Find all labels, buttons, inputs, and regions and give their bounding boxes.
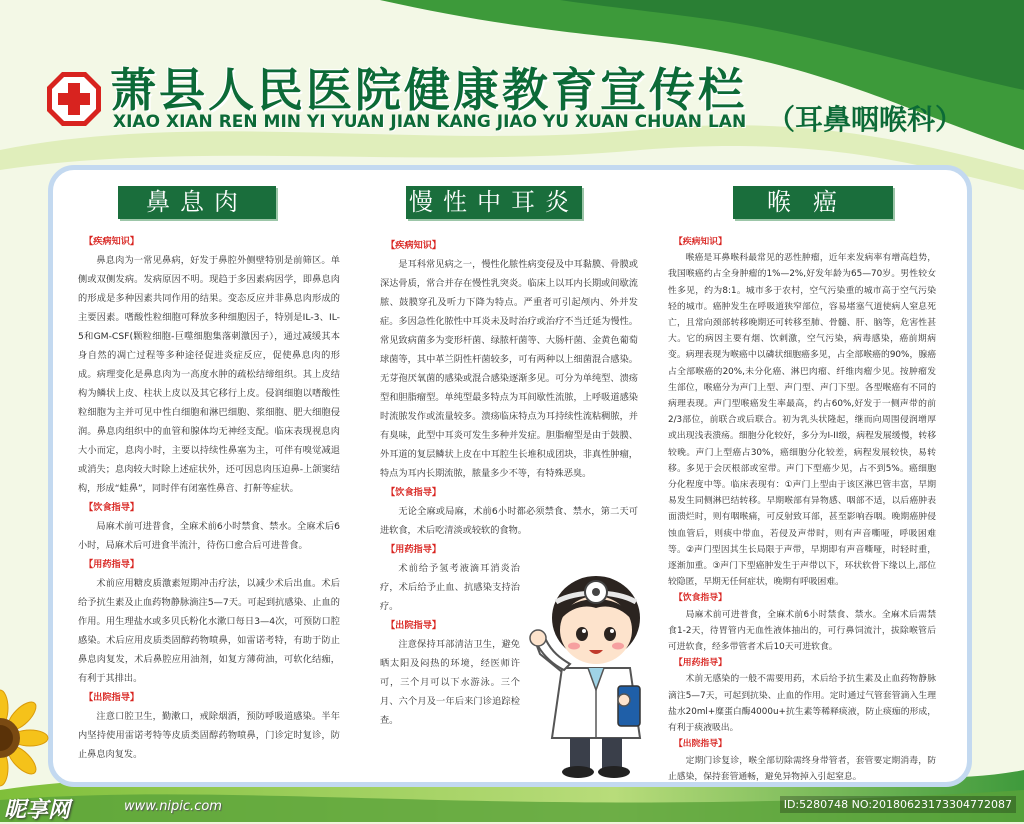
section-label: 【疾病知识】 (386, 240, 442, 251)
section-text: 注意保持耳部清洁卫生，避免晒太阳及闷热的环境，经医师许可，三个月可以下水游泳。三个月、六个月及一年后来门诊追踪检查。 (380, 639, 520, 726)
section-text: 局麻术前可进普食，全麻术前6小时禁食、禁水。全麻术后需禁食1-2天，待胃管内无血性液体抽出的，可行鼻饲流汁，拔除喉管后可进软食，经多带管者术后10天可进软食。 (668, 609, 936, 653)
section-label: 【出院指导】 (386, 620, 442, 631)
section-text: 术前应用糖皮质激素短期冲击疗法，以减少术后出血。术后给予抗生素及止血药物静脉滴注5—7天。可起到抗感染、止血的作用。用生理盐水或多贝氏粉化水漱口每日3—4次，可预防口腔感染。术后应用皮质类固醇药物喷鼻，如雷诺考特，有助于防止鼻息肉复发，术后鼻腔应用油剂，如复方薄荷油，可软化结痂，有利于其排出。 (78, 578, 340, 684)
department-label: （耳鼻咽喉科） (767, 103, 964, 136)
section-label: 【饮食指导】 (674, 593, 727, 604)
image-id-label: ID:5280748 NO:20180623173304772087 (780, 796, 1016, 813)
section-text: 注意口腔卫生，勤漱口，戒除烟酒，预防呼吸道感染。半年内坚持使用雷诺考特等皮质类固醇药物喷鼻，门诊定时复诊，防止鼻息肉复发。 (78, 711, 340, 760)
site-logo: 昵享网 (4, 798, 71, 823)
section-label: 【用药指导】 (386, 544, 442, 555)
site-url: www.nipic.com (124, 799, 222, 814)
section-text: 术前无感染的一般不需要用药，术后给予抗生素及止血药物静脉滴注5—7天，可起到抗染、止血的作用。定时通过气管套管滴入生理盐水20ml+糜蛋白酶4000u+抗生素等稀释痰液，防止痰痂的形成，有利于痰液吸出。 (668, 674, 936, 734)
section-label: 【饮食指导】 (386, 487, 442, 498)
section-label: 【饮食指导】 (84, 502, 140, 513)
section-text: 术前给予氢考液滴耳消炎治疗，术后给予止血、抗感染支持治疗。 (380, 563, 520, 612)
column-nasal-polyp (78, 232, 340, 764)
section-label: 【疾病知识】 (674, 237, 727, 247)
section-text: 喉癌是耳鼻喉科最常见的恶性肿瘤，近年来发病率有增高趋势，我国喉癌约占全身肿瘤的1%—2%,好发年龄为65—70岁。男性较女性多见，约为8:1。城市多于农村，空气污染重的城市高于空气污染轻的城市。癌肿发生在呼吸道狭窄部位，容易堵塞气道使病人窒息死亡，且常向颈部转移晚期还可转移至肺、骨髓、肝、脑等，危害性甚大。它的病因主要有烟、饮剌激，空气污染，病毒感染，癌前期病变。病理表现为喉癌中以磷状细胞癌多见，占全部喉癌的90%，腺癌占全部喉癌的20%,未分化癌、淋巴肉瘤、纤维肉瘤少见。按肿瘤发生部位，喉癌分为声门上型、声门型、声门下型。各型喉癌有不同的病理表现。声门型喉癌发生率最高，约占60%,好发于一侧声带的前2/3部位，前联合或后联合。初为乳头状隆起，继而向周围侵润增厚或出现浅表溃疡。细胞分化较好，多分为I-II级，病程发展缓慢，转移较晚。声门上型癌占30%，癌细胞分化较差，病程发展较快，易转移。多见于会厌根部或室带。声门下型癌少见，占不到5%。癌细胞分化程度中等。临床表现有：①声门上型由于该区淋巴管丰富，早期易发生同侧淋巴结转移。早期喉部有异物感、咽部不适，以后癌肿表面溃烂时，则有咽喉痛，可反射致耳部，甚至影响吞咽。晚期癌肿侵蚀血管后，则痰中带血，若侵及声带时，则有声音嘶哑，呼吸困难等。②声门型因其生长局限于声带，早期即有声音嘶哑，时轻时重，逐渐加重。③声门下型癌肿发生于声带以下，环状软骨下缘以上,部位较隐匿，早期无任何症状，晚期有呼吸困难。 (668, 253, 936, 588)
heading-laryngeal-cancer: 喉癌 (733, 186, 893, 219)
doctor-cartoon-icon (526, 568, 664, 780)
section-label: 【用药指导】 (84, 559, 140, 570)
heading-otitis-media: 慢性中耳炎 (406, 186, 582, 219)
section-label: 【用药指导】 (674, 658, 727, 669)
section-text: 鼻息肉为一常见鼻病，好发于鼻腔外侧壁特别是前筛区。单侧或双侧发病。发病原因不明。现趋于多因素病因学，即鼻息肉的形成是多种因素共同作用的结果。变态反应并非鼻息肉形成的主要因素。嗜酸性粒细胞可释放多种细胞因子，特别是IL-3、IL-5和GM-CSF(颗粒细胞-巨噬细胞集落刺激因子），通过减缓其本身自然的凋亡过程等多种途径促进炎症反应，促使鼻息肉的形成。病理变化是鼻息肉为一高度水肿的疏松结缔组织。其上皮结构为鳞状上皮、柱状上皮以及其它移行上皮。侵润细胞以嗜酸性粒细胞为主并可见中性白细胞和淋巴细胞、浆细胞、肥大细胞侵润。鼻息肉组织中的血管和腺体均无神经支配。临床表现视息肉大小而定，息肉小时，主要以持续性鼻塞为主，可伴有嗅觉减退或消失；息肉较大时除上述症状外，还可因息肉压迫鼻-上颌窦结构，形成“蛙鼻”，同时伴有闭塞性鼻音、打鼾等症状。 (78, 255, 340, 494)
section-text: 是耳科常见病之一，慢性化脓性病变侵及中耳黏膜、骨膜或深达骨质，常合并存在慢性乳突炎。临床上以耳内长期或间歇流脓、鼓膜穿孔及听力下降为特点。严重者可引起颅内、外并发症。多因急性化脓性中耳炎未及时治疗或治疗不当迁延为慢性。常见致病菌多为变形杆菌、绿脓杆菌等、大肠杆菌、金黄色葡萄球菌等，其中革兰阴性杆菌较多，可有两种以上细菌混合感染。无芽孢厌氧菌的感染或混合感染逐渐多见。可分为单纯型、溃疡型和胆脂瘤型。单纯型最多特点为耳间歇性流脓，上呼吸道感染时流脓发作或流量较多。溃疡临床特点为耳持续性流粘稠脓，并有臭味，此型中耳炎可发生多种并发症。胆脂瘤型是由于鼓膜、外耳道的复层鳞状上皮在中耳腔生长堆积成团块，非真性肿瘤，特点为耳内长期流脓，脓量多少不等，有特殊恶臭。 (380, 259, 638, 479)
section-label: 【出院指导】 (674, 739, 727, 750)
section-text: 定期门诊复诊，喉全部切除需终身带管者，套管要定期消毒，防止感染，保持套管通畅，避免异物掉入引起窒息。 (668, 755, 936, 782)
section-text: 局麻术前可进普食，全麻术前6小时禁食、禁水。全麻术后6小时，局麻术后可进食半流汁，待伤口愈合后可进普食。 (78, 521, 340, 551)
page-subtitle: XIAO XIAN REN MIN YI YUAN JIAN KANG JIAO YU XUAN CHUAN LAN (113, 112, 747, 132)
sunflower-icon (0, 688, 60, 808)
section-label: 【出院指导】 (84, 692, 140, 703)
red-cross-logo-icon (45, 70, 103, 128)
section-label: 【疾病知识】 (84, 236, 140, 247)
column-laryngeal-cancer (668, 234, 936, 785)
heading-nasal-polyp: 鼻息肉 (118, 186, 276, 219)
page-title: 萧县人民医院健康教育宣传栏 (110, 63, 747, 117)
section-text: 无论全麻或局麻，术前6小时都必须禁食、禁水，第二天可进软食，术后吃清淡或较软的食物。 (380, 506, 638, 536)
